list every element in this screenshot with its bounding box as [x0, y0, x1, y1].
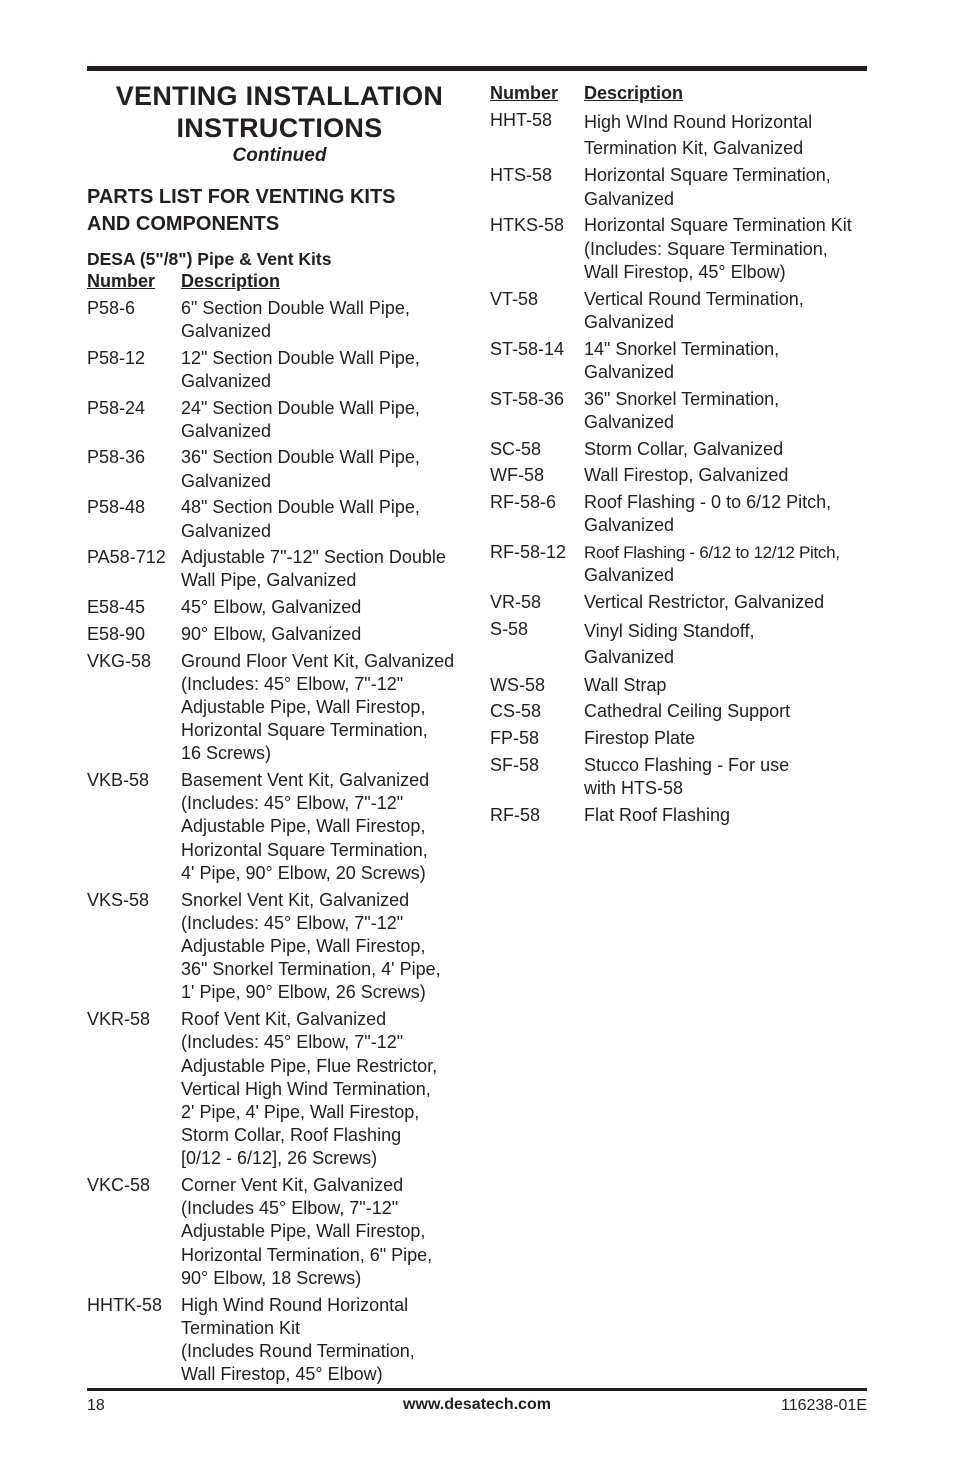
description-line: 36" Snorkel Termination,	[584, 388, 780, 409]
description-line: Vinyl Siding Standoff,	[584, 620, 755, 641]
part-number: VKG-58	[87, 650, 152, 671]
description-line: 90° Elbow, 18 Screws)	[181, 1267, 362, 1288]
part-number: RF-58-12	[490, 542, 567, 563]
part-row	[87, 1008, 472, 1170]
part-number: VT-58	[490, 288, 539, 309]
description-line: Vertical Restrictor, Galvanized	[584, 592, 825, 613]
part-number: P58-12	[87, 347, 146, 368]
part-description	[181, 546, 472, 592]
description-line: Termination Kit, Galvanized	[584, 137, 804, 158]
part-number: WF-58	[490, 465, 544, 486]
description-line: 4' Pipe, 90° Elbow, 20 Screws)	[181, 862, 426, 883]
part-number: FP-58	[490, 728, 540, 749]
description-line: Galvanized	[181, 370, 272, 391]
part-row	[87, 297, 472, 343]
right-column	[490, 82, 875, 831]
number-header: Number	[87, 271, 156, 291]
part-number: VKC-58	[87, 1175, 151, 1196]
part-description	[181, 397, 472, 443]
part-number: HHT-58	[490, 109, 553, 130]
description-line: Ground Floor Vent Kit, Galvanized	[181, 650, 455, 671]
part-description	[584, 541, 875, 587]
description-line: (Includes 45° Elbow, 7"-12"	[181, 1198, 399, 1219]
description-line: 16 Screws)	[181, 743, 272, 764]
part-row	[87, 1174, 472, 1290]
part-number: HTS-58	[490, 165, 553, 186]
table-header	[87, 270, 472, 293]
part-number: P58-36	[87, 447, 146, 468]
description-line: Galvanized	[181, 470, 272, 491]
part-row	[87, 446, 472, 492]
part-number: SC-58	[490, 438, 542, 459]
description-header: Description	[181, 271, 281, 291]
description-line: Wall Firestop, Galvanized	[584, 465, 789, 486]
part-description	[181, 1008, 472, 1170]
document-number: 116238-01E	[781, 1397, 867, 1414]
part-row	[490, 700, 875, 723]
part-row	[490, 464, 875, 487]
description-line: 2' Pipe, 4' Pipe, Wall Firestop,	[181, 1101, 420, 1122]
description-header: Description	[584, 83, 684, 103]
part-description	[181, 623, 472, 646]
description-line: [0/12 - 6/12], 26 Screws)	[181, 1148, 378, 1169]
website-link[interactable]: www.desatech.com	[403, 1396, 551, 1413]
description-line: Galvanized	[584, 361, 675, 382]
part-number: P58-6	[87, 297, 136, 318]
part-description	[584, 338, 875, 384]
part-description	[181, 889, 472, 1005]
part-row	[490, 214, 875, 284]
part-description	[584, 164, 875, 210]
part-description	[181, 650, 472, 766]
part-number: PA58-712	[87, 547, 166, 568]
part-row	[490, 288, 875, 334]
description-line: Storm Collar, Roof Flashing	[181, 1125, 402, 1146]
description-line: (Includes: 45° Elbow, 7"-12"	[181, 912, 404, 933]
right-parts-table	[490, 82, 875, 827]
part-row	[87, 769, 472, 885]
bottom-rule	[87, 1388, 867, 1391]
description-line: Galvanized	[584, 515, 675, 536]
description-line: Wall Strap	[584, 674, 667, 695]
part-row	[490, 727, 875, 750]
description-line: Storm Collar, Galvanized	[584, 438, 784, 459]
description-line: 48" Section Double Wall Pipe,	[181, 497, 420, 518]
part-number: HTKS-58	[490, 215, 565, 236]
part-number: HHTK-58	[87, 1294, 163, 1315]
part-row	[87, 347, 472, 393]
part-number: VKR-58	[87, 1009, 151, 1030]
part-row	[490, 541, 875, 587]
part-row	[490, 338, 875, 384]
part-description	[181, 297, 472, 343]
part-number: RF-58-6	[490, 492, 557, 513]
section-heading-line-2: AND COMPONENTS	[87, 213, 280, 235]
part-description	[584, 754, 875, 800]
part-number: ST-58-14	[490, 338, 565, 359]
description-line: Galvanized	[181, 420, 272, 441]
description-line: (Includes: 45° Elbow, 7"-12"	[181, 673, 404, 694]
part-number: E58-45	[87, 597, 146, 618]
description-line: 24" Section Double Wall Pipe,	[181, 397, 420, 418]
part-row	[87, 546, 472, 592]
section-heading	[87, 184, 472, 238]
part-row	[490, 388, 875, 434]
description-line: 14" Snorkel Termination,	[584, 338, 780, 359]
part-number: RF-58	[490, 804, 541, 825]
kit-heading: DESA (5"/8") Pipe & Vent Kits	[87, 249, 332, 269]
part-row	[87, 596, 472, 619]
description-line: Adjustable Pipe, Wall Firestop,	[181, 816, 426, 837]
part-description	[181, 769, 472, 885]
description-line: Adjustable Pipe, Flue Restrictor,	[181, 1055, 438, 1076]
description-line: Wall Firestop, 45° Elbow)	[181, 1364, 383, 1385]
table-header	[490, 82, 875, 105]
part-row	[87, 496, 472, 542]
part-description	[584, 388, 875, 434]
description-line: Flat Roof Flashing	[584, 804, 731, 825]
description-line: Adjustable Pipe, Wall Firestop,	[181, 696, 426, 717]
description-line: Galvanized	[181, 320, 272, 341]
description-line: Roof Flashing - 6/12 to 12/12 Pitch,	[584, 543, 840, 563]
description-line: Stucco Flashing - For use	[584, 754, 790, 775]
part-row	[490, 491, 875, 537]
description-line: Roof Flashing - 0 to 6/12 Pitch,	[584, 492, 832, 513]
left-parts-table	[87, 270, 472, 1386]
description-line: Horizontal Square Termination Kit	[584, 215, 852, 236]
part-number: E58-90	[87, 623, 146, 644]
part-number: CS-58	[490, 701, 542, 722]
description-line: Cathedral Ceiling Support	[584, 701, 791, 722]
part-number: SF-58	[490, 754, 540, 775]
description-line: Galvanized	[584, 411, 675, 432]
description-line: Firestop Plate	[584, 728, 696, 749]
description-line: Basement Vent Kit, Galvanized	[181, 770, 430, 791]
part-description	[584, 618, 875, 670]
section-heading-line-1: PARTS LIST FOR VENTING KITS	[87, 186, 396, 208]
part-number: P58-48	[87, 497, 146, 518]
part-description	[181, 446, 472, 492]
part-description	[181, 347, 472, 393]
part-row	[490, 804, 875, 827]
description-line: Vertical High Wind Termination,	[181, 1078, 431, 1099]
description-line: Horizontal Square Termination,	[181, 720, 428, 741]
description-line: 6" Section Double Wall Pipe,	[181, 297, 410, 318]
description-line: 90° Elbow, Galvanized	[181, 623, 362, 644]
part-row	[87, 1294, 472, 1387]
part-row	[490, 754, 875, 800]
description-line: Galvanized	[584, 311, 675, 332]
description-line: 1' Pipe, 90° Elbow, 26 Screws)	[181, 982, 426, 1003]
description-line: (Includes Round Termination,	[181, 1340, 415, 1361]
description-line: Corner Vent Kit, Galvanized	[181, 1175, 404, 1196]
part-description	[181, 1294, 472, 1387]
part-row	[490, 438, 875, 461]
description-line: Horizontal Termination, 6" Pipe,	[181, 1244, 433, 1265]
description-line: Horizontal Square Termination,	[584, 165, 831, 186]
description-line: Galvanized	[584, 188, 675, 209]
description-line: Adjustable 7"-12" Section Double	[181, 547, 446, 568]
description-line: 36" Snorkel Termination, 4' Pipe,	[181, 959, 441, 980]
part-row	[87, 623, 472, 646]
part-number: P58-24	[87, 397, 146, 418]
page-title	[87, 80, 472, 144]
description-line: 36" Section Double Wall Pipe,	[181, 447, 420, 468]
description-line: Termination Kit	[181, 1317, 301, 1338]
description-line: 12" Section Double Wall Pipe,	[181, 347, 420, 368]
part-number: VKB-58	[87, 770, 150, 791]
part-number: VR-58	[490, 592, 542, 613]
part-number: VKS-58	[87, 889, 150, 910]
part-description	[584, 804, 875, 827]
part-description	[584, 700, 875, 723]
description-line: Roof Vent Kit, Galvanized	[181, 1009, 387, 1030]
description-line: (Includes: 45° Elbow, 7"-12"	[181, 1032, 404, 1053]
description-line: Galvanized	[584, 565, 675, 586]
part-row	[490, 164, 875, 210]
part-row	[87, 397, 472, 443]
part-description	[584, 288, 875, 334]
description-line: Snorkel Vent Kit, Galvanized	[181, 889, 410, 910]
description-line: Adjustable Pipe, Wall Firestop,	[181, 935, 426, 956]
part-description	[584, 438, 875, 461]
description-line: Galvanized	[181, 520, 272, 541]
part-description	[584, 674, 875, 697]
description-line: Wall Pipe, Galvanized	[181, 570, 357, 591]
part-number: ST-58-36	[490, 388, 565, 409]
part-row	[490, 674, 875, 697]
part-description	[584, 464, 875, 487]
left-column	[87, 80, 472, 1390]
part-row	[490, 591, 875, 614]
description-line: (Includes: Square Termination,	[584, 238, 828, 259]
part-description	[584, 591, 875, 614]
description-line: Horizontal Square Termination,	[181, 839, 428, 860]
part-description	[181, 1174, 472, 1290]
page-number: 18	[87, 1397, 105, 1414]
part-description	[584, 214, 875, 284]
description-line: Adjustable Pipe, Wall Firestop,	[181, 1221, 426, 1242]
number-header: Number	[490, 83, 559, 103]
part-number: S-58	[490, 618, 529, 639]
description-line: (Includes: 45° Elbow, 7"-12"	[181, 793, 404, 814]
part-row	[87, 650, 472, 766]
description-line: High Wind Round Horizontal	[181, 1294, 409, 1315]
description-line: Galvanized	[584, 646, 675, 667]
part-number: WS-58	[490, 674, 546, 695]
part-description	[181, 496, 472, 542]
part-row	[490, 109, 875, 161]
description-line: High WInd Round Horizontal	[584, 111, 813, 132]
part-description	[584, 491, 875, 537]
top-rule	[87, 66, 867, 71]
description-line: Wall Firestop, 45° Elbow)	[584, 261, 786, 282]
continued-label: Continued	[232, 145, 327, 166]
part-row	[490, 618, 875, 670]
part-description	[181, 596, 472, 619]
part-description	[584, 109, 875, 161]
part-description	[584, 727, 875, 750]
description-line: Vertical Round Termination,	[584, 288, 804, 309]
description-line: with HTS-58	[584, 778, 684, 799]
title-line-1: VENTING INSTALLATION	[115, 81, 444, 111]
title-line-2: INSTRUCTIONS	[176, 113, 383, 143]
description-line: 45° Elbow, Galvanized	[181, 597, 362, 618]
part-row	[87, 889, 472, 1005]
